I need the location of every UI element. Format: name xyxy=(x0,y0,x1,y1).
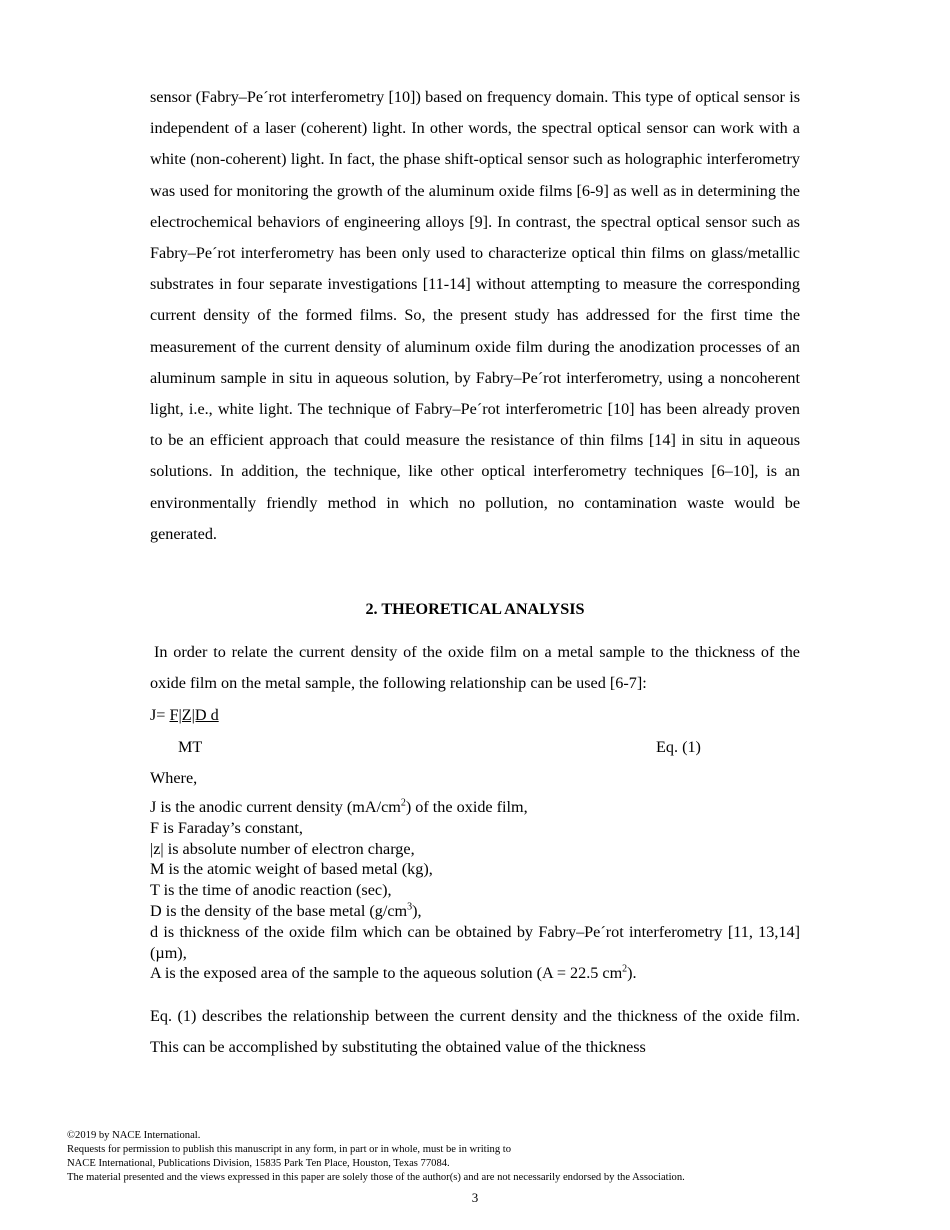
footer-address: NACE International, Publications Division, 15835 Park Ten Place, Houston, Texas 77084. xyxy=(67,1158,450,1169)
definition-j: J is the anodic current density $(mA/cm^2)$ of the oxide film, xyxy=(150,797,528,816)
definition-m: M is the atomic weight of based metal (kg), xyxy=(150,860,433,879)
definition-t: T is the time of anodic reaction (sec), xyxy=(150,881,392,900)
equation-line xyxy=(150,703,219,727)
where-label: Where, xyxy=(150,769,198,787)
footer-copyright: ©2019 by NACE International. xyxy=(67,1130,201,1141)
footer-disclaimer: The material presented and the views expressed in this paper are solely those of the author(s) and are not necessarily endorsed by the Association. xyxy=(67,1172,685,1183)
page-footer xyxy=(67,1129,887,1185)
definition-z: |z| is absolute number of electron charge, xyxy=(150,839,415,858)
definition-a: A is the exposed area of the sample to the aqueous solution (A = 22.5 $cm^2$). xyxy=(150,963,637,983)
body-paragraph-section-intro: In order to relate the current density of the oxide film on a metal sample to the thickness of the oxide film on the metal sample, the following relationship can be used [6-7]: xyxy=(150,643,800,693)
definition-f: F is Faraday’s constant, xyxy=(150,818,303,837)
body-paragraph-intro-continued: sensor (Fabry–Pe´rot interferometry [10]) based on frequency domain. This type of optical sensor is independent of a laser (coherent) light. In other words, the spectral optical sensor can work with a white (non-coherent) light. In fact, the phase shift-optical sensor such as holographic interferometry was used for monitoring the growth of the aluminum oxide films [6-9] as well as in determining the electrochemical behaviors of engineering alloys [9]. In contrast, the spectral optical sensor such as Fabry–Pe´rot interferometry has been only used to characterize optical thin films on glass/metallic substrates in four separate investigations [11-14] without attempting to measure the corresponding current density of the formed films. So, the present study has addressed for the first time the measurement of the current density of aluminum oxide film during the anodization processes of an aluminum sample in situ in aqueous solution, by Fabry–Pe´rot interferometry, using a noncoherent light, i.e., white light. The technique of Fabry–Pe´rot interferometric [10] has been already proven to be an efficient approach that could measure the resistance of thin films [14] in situ in aqueous solutions. In addition, the technique, like other optical interferometry techniques [6–10], is an environmentally friendly method in which no pollution, no contamination waste would be generated. xyxy=(150,88,800,543)
variable-definitions xyxy=(150,797,800,984)
definition-d: D is the density of the base metal $(g/cm^3)$, xyxy=(150,901,422,920)
equation-denominator: MT xyxy=(178,738,203,756)
footer-permission: Requests for permission to publish this manuscript in any form, in part or in whole, must be in writing to xyxy=(67,1144,512,1155)
section-heading: 2. THEORETICAL ANALYSIS xyxy=(365,600,585,618)
page-number: 3 xyxy=(471,1190,479,1205)
body-paragraph-closing: Eq. (1) describes the relationship between the current density and the thickness of the oxide film. This can be accomplished by substituting the obtained value of the thickness xyxy=(150,1007,800,1057)
definition-thickness: d is thickness of the oxide film which can be obtained by Fabry–Pe´rot interferometry [11, 13,14] (µm), xyxy=(150,922,800,962)
equation-lhs: J= xyxy=(150,706,166,724)
equation-numerator: F|Z|D d xyxy=(169,706,219,724)
equation-label: Eq. (1) xyxy=(656,738,701,756)
